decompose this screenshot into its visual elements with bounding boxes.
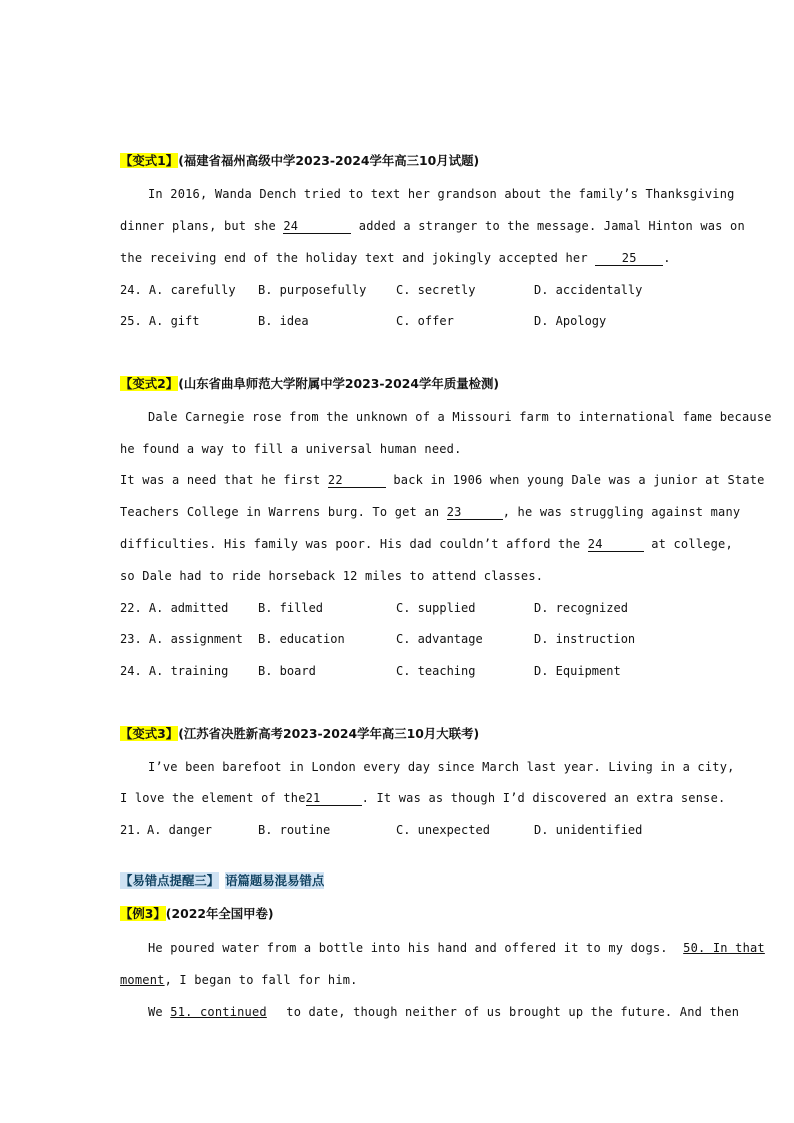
source-label: (山东省曲阜师范大学附属中学2023-2024学年质量检测) <box>178 376 500 391</box>
source-label: (2022年全国甲卷) <box>165 906 274 921</box>
section-header-v3 <box>120 726 700 742</box>
example-tag: 【例3】 <box>120 906 166 921</box>
source-label: (福建省福州高级中学2023-2024学年高三10月试题) <box>178 153 480 168</box>
blank-22: 22 <box>328 473 386 488</box>
paragraph-line: so Dale had to ride horseback 12 miles to attend classes. <box>120 569 544 583</box>
section-header-v1 <box>120 153 700 169</box>
underline-50: 50. In that <box>683 941 765 955</box>
underline-51: 51. continued <box>170 1005 267 1019</box>
variant-tag: 【变式3】 <box>120 726 179 741</box>
underline-50-cont: moment <box>120 973 165 987</box>
variant-tag: 【变式1】 <box>120 153 179 168</box>
paragraph-line: It was a need that he first 22 back in 1906 when young Dale was a junior at State <box>120 473 765 487</box>
blank-21: 21 <box>306 791 362 806</box>
document-page: 【变式1】(福建省福州高级中学2023-2024学年高三10月试题) In 2016, Wanda Dench tried to text her grandson about the family’s Thanksgiving dinner plans, but she 24 added a stranger to the message. Jamal Hinton was on the receiving end of the holiday text and jokingly accepted her 25 . 24. A. carefully B. purposefully C. secretly D. accidentally 25. A. gift B. idea C. offer D. Apology 【变式2】(山东省曲阜师范大学附属中学2023-2024学年质量检测) Dale Carnegie rose from the unknown of a Missouri farm to international fame because he found a way to fill a universal human need. It was a need that he first 22 back in 1906 when young Dale was a junior at State Teachers College in Warrens burg. To get an 23 , he was struggling against many difficulties. His family was poor. His dad couldn’t afford the 24 at college, so Dale had to ride horseback 12 miles to attend classes. 22. A. admitted B. filled C. supplied D. recognized 23. A. assignment B. education C. advantage D. instruction 24. A. training B. board C. teaching D. Equipment 【变式3】(江苏省决胜新高考2023-2024学年高三10月大联考) I’ve been barefoot in London every day since March last year. Living in a city, I love the element of the21 . It was as though I’d discovered an extra sense. 21. A. danger B. routine C. unexpected D. unidentified 【易错点提醒三】 语篇题易混易错点 【例3】(2022年全国甲卷) He poured water from a bottle into his hand and offered it to my dogs. 50. In that moment, I began to fall for him. We 51. continued to date, though neither of us brought up the future. And then <box>120 153 772 1019</box>
section-header-v2 <box>120 376 700 392</box>
paragraph-line: He poured water from a bottle into his hand and offered it to my dogs. 50. In that <box>148 941 765 955</box>
blank-24: 24 <box>283 219 351 234</box>
blank-24: 24 <box>588 537 644 552</box>
paragraph-line: dinner plans, but she 24 added a stranger to the message. Jamal Hinton was on <box>120 219 745 233</box>
paragraph-line: he found a way to fill a universal human need. <box>120 442 462 456</box>
blank-23: 23 <box>447 505 503 520</box>
paragraph-line: moment, I began to fall for him. <box>120 973 358 987</box>
paragraph-line: I love the element of the21 . It was as though I’d discovered an extra sense. <box>120 791 726 805</box>
paragraph-line: difficulties. His family was poor. His dad couldn’t afford the 24 at college, <box>120 537 733 551</box>
tip-header <box>120 873 700 889</box>
paragraph-line: Teachers College in Warrens burg. To get an 23 , he was struggling against many <box>120 505 741 519</box>
source-label: (江苏省决胜新高考2023-2024学年高三10月大联考) <box>178 726 480 741</box>
paragraph-line: Dale Carnegie rose from the unknown of a Missouri farm to international fame because <box>148 410 772 424</box>
paragraph-line: I’ve been barefoot in London every day since March last year. Living in a city, <box>148 760 735 774</box>
paragraph-line: the receiving end of the holiday text and jokingly accepted her 25 . <box>120 251 671 265</box>
example-header <box>120 906 700 922</box>
paragraph-line: In 2016, Wanda Dench tried to text her grandson about the family’s Thanksgiving <box>148 187 735 201</box>
variant-tag: 【变式2】 <box>120 376 179 391</box>
tip-tag: 【易错点提醒三】 <box>120 873 220 888</box>
paragraph-line: We 51. continued to date, though neither of us brought up the future. And then <box>148 1005 740 1019</box>
tip-title: 语篇题易混易错点 <box>225 873 325 888</box>
blank-25: 25 <box>595 251 663 266</box>
